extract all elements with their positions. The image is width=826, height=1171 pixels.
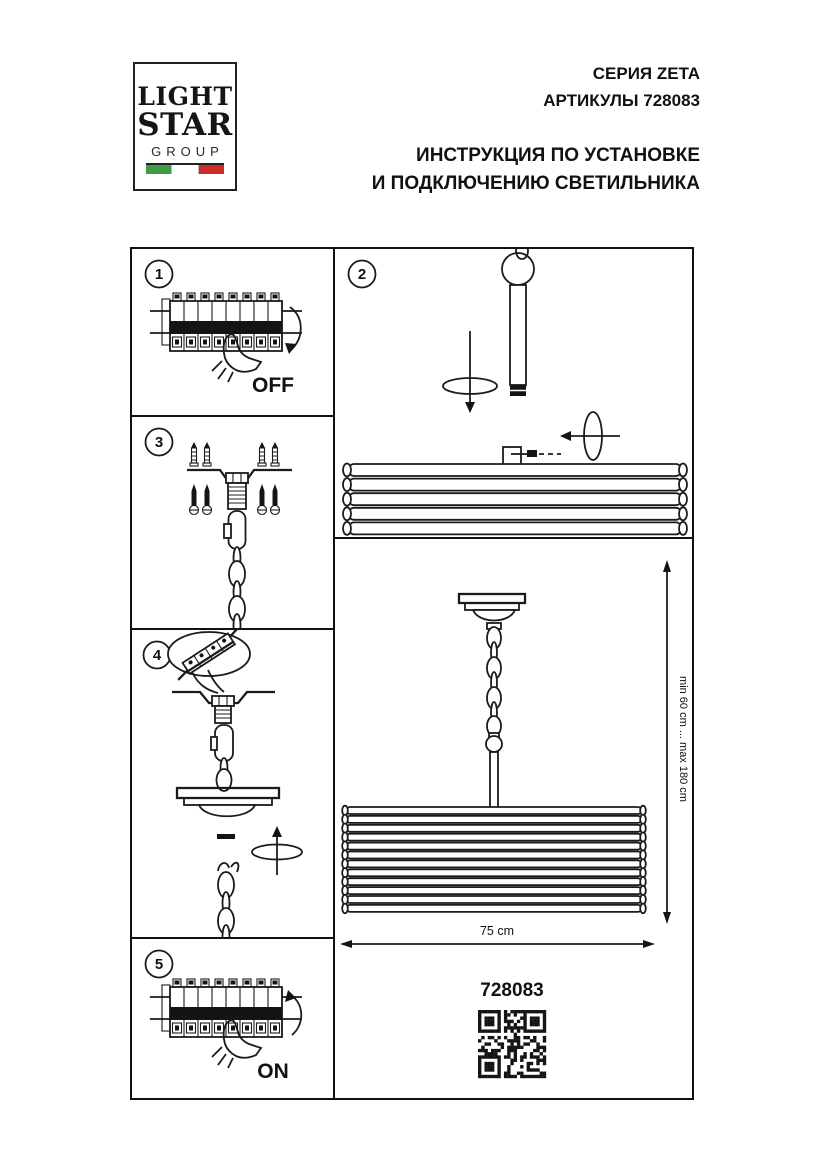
italian-flag-bar bbox=[146, 163, 224, 174]
wiring-detail-balloon bbox=[168, 630, 250, 693]
step-4-panel bbox=[132, 630, 333, 937]
threaded-post-icon bbox=[226, 473, 248, 509]
steps-grid bbox=[130, 247, 694, 1100]
on-label: ON bbox=[257, 1060, 289, 1083]
canopy-icon bbox=[459, 594, 525, 629]
instruction-title-line1: ИНСТРУКЦИЯ ПО УСТАНОВКЕ bbox=[416, 145, 700, 167]
article-title: АРТИКУЛЫ 728083 bbox=[543, 91, 700, 111]
slat-shade-icon bbox=[342, 806, 646, 914]
wall-plug-icons bbox=[190, 442, 279, 466]
svg-text:4: 4 bbox=[152, 647, 162, 664]
height-dimension-label: min 60 cm ... max 180 cm bbox=[677, 676, 689, 802]
svg-text:2: 2 bbox=[357, 266, 367, 283]
step-1-panel bbox=[132, 249, 333, 415]
chain-with-carabiner-icon bbox=[224, 511, 246, 628]
logo-word-group: GROUP bbox=[151, 144, 224, 159]
header-text bbox=[372, 60, 700, 197]
off-label: OFF bbox=[252, 374, 294, 397]
slat-shade-icon bbox=[343, 464, 687, 535]
step-3-panel bbox=[132, 417, 333, 628]
threaded-post-icon bbox=[212, 696, 234, 723]
article-number: 728083 bbox=[480, 980, 544, 1001]
instruction-title-line2: И ПОДКЛЮЧЕНИЮ СВЕТИЛЬНИКА bbox=[371, 172, 700, 194]
instruction-title bbox=[372, 142, 700, 197]
circuit-breaker-icon bbox=[150, 979, 302, 1037]
flag-green bbox=[146, 165, 171, 174]
step-2-badge bbox=[349, 261, 376, 288]
qr-code bbox=[478, 1010, 546, 1078]
lamp-dimension-diagram bbox=[335, 539, 692, 1098]
width-dimension-label: 75 cm bbox=[479, 924, 515, 938]
svg-text:3: 3 bbox=[154, 434, 164, 451]
svg-text:1: 1 bbox=[154, 266, 164, 283]
lightstar-logo bbox=[133, 62, 237, 191]
hanging-rod-icon bbox=[502, 249, 534, 396]
ball-and-rod-icon bbox=[486, 733, 502, 808]
series-title: СЕРИЯ ZETA bbox=[592, 64, 700, 83]
flag-red bbox=[199, 165, 224, 174]
width-dimension bbox=[340, 924, 655, 948]
step-3-badge bbox=[146, 429, 173, 456]
height-dimension bbox=[663, 560, 689, 924]
canopy-icon bbox=[177, 788, 279, 816]
logo-word-star: STAR bbox=[137, 107, 233, 143]
flag-white bbox=[171, 165, 198, 174]
circuit-breaker-icon bbox=[150, 293, 302, 351]
step-1-badge bbox=[146, 261, 173, 288]
logo-word-light: LIGHT bbox=[137, 82, 233, 111]
set-screw-dash bbox=[217, 834, 235, 839]
lower-chain-icon bbox=[218, 863, 238, 937]
rotate-left-arrow-icon bbox=[560, 412, 620, 460]
step-2-panel bbox=[335, 249, 692, 537]
step-4-badge bbox=[144, 642, 171, 669]
chain-with-carabiner-icon bbox=[211, 725, 233, 791]
svg-text:5: 5 bbox=[154, 956, 164, 973]
rotate-down-arrow-icon bbox=[443, 331, 497, 413]
rotate-up-arrow-icon bbox=[252, 826, 302, 875]
step-5-badge bbox=[146, 951, 173, 978]
switch-down-arrow-icon bbox=[285, 307, 301, 354]
step-5-panel bbox=[132, 939, 333, 1098]
chain-icon bbox=[487, 627, 501, 736]
